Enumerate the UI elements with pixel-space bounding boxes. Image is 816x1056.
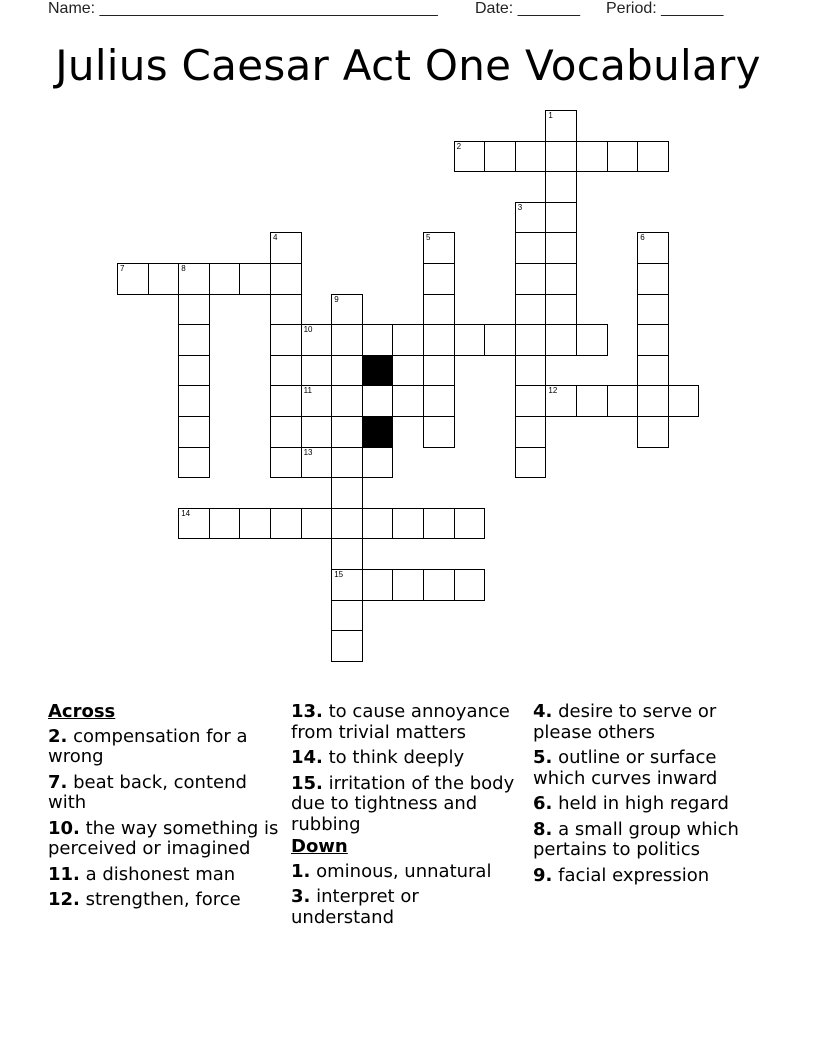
grid-cell[interactable] bbox=[331, 569, 363, 601]
clue-number: 6 bbox=[640, 233, 645, 243]
clue-5-down: 5. outline or surface which curves inward bbox=[533, 747, 718, 789]
clue-6-down: 6. held in high regard bbox=[533, 793, 729, 814]
grid-cell[interactable] bbox=[545, 141, 577, 173]
grid-cell[interactable] bbox=[362, 569, 394, 601]
grid-cell[interactable] bbox=[270, 232, 302, 264]
grid-cell[interactable] bbox=[331, 600, 363, 632]
grid-cell[interactable] bbox=[515, 385, 547, 417]
clue-column-3 bbox=[533, 702, 773, 891]
clue-10-across: 10. the way something is perceived or imagined bbox=[48, 817, 279, 859]
grid-cell[interactable] bbox=[607, 141, 639, 173]
clue-7-across: 7. beat back, contend with bbox=[48, 771, 247, 813]
grid-cell[interactable] bbox=[392, 324, 424, 356]
clue-14-across: 14. to think deeply bbox=[291, 747, 465, 768]
grid-cell[interactable] bbox=[637, 416, 669, 448]
grid-cell[interactable] bbox=[362, 447, 394, 479]
grid-cell[interactable] bbox=[331, 385, 363, 417]
grid-cell[interactable] bbox=[576, 324, 608, 356]
grid-cell[interactable] bbox=[392, 569, 424, 601]
blocked-cell bbox=[362, 355, 394, 387]
grid-cell[interactable] bbox=[178, 447, 210, 479]
grid-cell[interactable] bbox=[178, 416, 210, 448]
clue-number: 14 bbox=[181, 508, 191, 518]
clue-number: 15 bbox=[334, 570, 344, 579]
grid-cell[interactable] bbox=[515, 202, 547, 234]
grid-cell[interactable] bbox=[515, 355, 547, 387]
grid-cell[interactable] bbox=[637, 324, 669, 356]
clue-number: 13 bbox=[303, 447, 313, 457]
clue-number: 11 bbox=[303, 386, 312, 396]
grid-cell[interactable] bbox=[239, 508, 271, 540]
grid-cell[interactable] bbox=[423, 569, 455, 601]
clue-number: 12 bbox=[548, 386, 558, 396]
grid-cell[interactable] bbox=[454, 324, 486, 356]
grid-cell[interactable] bbox=[515, 447, 547, 479]
clue-8-down: 8. a small group which pertains to politics bbox=[533, 818, 739, 860]
grid-cell[interactable] bbox=[668, 385, 700, 417]
grid-cell[interactable] bbox=[545, 232, 577, 264]
grid-cell[interactable] bbox=[423, 263, 455, 295]
grid-cell[interactable] bbox=[545, 202, 577, 234]
grid-cell[interactable] bbox=[545, 385, 577, 417]
grid-cell[interactable] bbox=[239, 263, 271, 295]
grid-cell[interactable] bbox=[178, 263, 210, 295]
grid-cell[interactable] bbox=[545, 324, 577, 356]
grid-cell[interactable] bbox=[209, 263, 241, 295]
grid-cell[interactable] bbox=[117, 263, 149, 295]
grid-cell[interactable] bbox=[270, 447, 302, 479]
clue-number: 10 bbox=[303, 325, 313, 335]
clue-4-down: 4. desire to serve or please others bbox=[533, 701, 717, 743]
grid-cell[interactable] bbox=[362, 508, 394, 540]
clue-3-down: 3. interpret or understand bbox=[291, 886, 419, 928]
grid-cell[interactable] bbox=[301, 447, 333, 479]
grid-cell[interactable] bbox=[178, 508, 210, 540]
grid-cell[interactable] bbox=[392, 385, 424, 417]
grid-cell[interactable] bbox=[331, 508, 363, 540]
grid-cell[interactable] bbox=[515, 141, 547, 173]
grid-cell[interactable] bbox=[331, 355, 363, 387]
grid-cell[interactable] bbox=[423, 324, 455, 356]
grid-cell[interactable] bbox=[637, 355, 669, 387]
grid-cell[interactable] bbox=[545, 110, 577, 142]
clue-number: 1 bbox=[548, 111, 553, 120]
grid-cell[interactable] bbox=[362, 324, 394, 356]
grid-cell[interactable] bbox=[392, 508, 424, 540]
clue-number: 2 bbox=[456, 141, 462, 151]
clue-number: 8 bbox=[181, 264, 186, 273]
grid-cell[interactable] bbox=[423, 508, 455, 540]
grid-cell[interactable] bbox=[515, 416, 547, 448]
grid-cell[interactable] bbox=[607, 385, 639, 417]
grid-cell[interactable] bbox=[484, 141, 516, 173]
grid-cell[interactable] bbox=[454, 508, 486, 540]
grid-cell[interactable] bbox=[515, 263, 547, 295]
clue-number: 9 bbox=[334, 294, 339, 304]
grid-cell[interactable] bbox=[423, 294, 455, 326]
grid-cell[interactable] bbox=[148, 263, 180, 295]
grid-cell[interactable] bbox=[209, 508, 241, 540]
grid-cell[interactable] bbox=[423, 416, 455, 448]
grid-cell[interactable] bbox=[331, 324, 363, 356]
grid-cell[interactable] bbox=[637, 263, 669, 295]
student-info-header bbox=[48, 0, 748, 20]
blocked-cell bbox=[362, 416, 394, 448]
grid-cell[interactable] bbox=[637, 141, 669, 173]
grid-cell[interactable] bbox=[301, 324, 333, 356]
grid-cell[interactable] bbox=[576, 141, 608, 173]
grid-cell[interactable] bbox=[576, 385, 608, 417]
clue-9-down: 9. facial expression bbox=[533, 864, 710, 886]
grid-cell[interactable] bbox=[515, 324, 547, 356]
grid-cell[interactable] bbox=[545, 263, 577, 295]
grid-cell[interactable] bbox=[423, 385, 455, 417]
grid-cell[interactable] bbox=[301, 508, 333, 540]
grid-cell[interactable] bbox=[178, 294, 210, 326]
grid-cell[interactable] bbox=[423, 232, 455, 264]
date-line[interactable]: Date: _______ bbox=[475, 0, 580, 17]
grid-cell[interactable] bbox=[484, 324, 516, 356]
grid-cell[interactable] bbox=[331, 477, 363, 509]
grid-cell[interactable] bbox=[270, 355, 302, 387]
grid-cell[interactable] bbox=[301, 385, 333, 417]
clue-column-2 bbox=[291, 702, 525, 933]
grid-cell[interactable] bbox=[178, 385, 210, 417]
grid-cell[interactable] bbox=[362, 385, 394, 417]
grid-cell[interactable] bbox=[637, 294, 669, 326]
clue-1-down: 1. ominous, unnatural bbox=[291, 860, 492, 882]
name-line[interactable]: Name: ______________________________________ bbox=[48, 0, 438, 17]
grid-cell[interactable] bbox=[545, 294, 577, 326]
grid-cell[interactable] bbox=[515, 294, 547, 326]
grid-cell[interactable] bbox=[270, 294, 302, 326]
clue-15-across: 15. irritation of the body due to tightness and rubbing bbox=[291, 772, 515, 835]
down-heading: Down bbox=[291, 836, 348, 857]
grid-cell[interactable] bbox=[331, 294, 363, 326]
period-line[interactable]: Period: _______ bbox=[606, 0, 724, 17]
clue-number: 7 bbox=[120, 264, 125, 273]
grid-cell[interactable] bbox=[545, 171, 577, 203]
grid-cell[interactable] bbox=[331, 630, 363, 662]
clue-number: 5 bbox=[426, 233, 431, 243]
clue-column-1 bbox=[48, 702, 283, 916]
grid-cell[interactable] bbox=[270, 324, 302, 356]
grid-cell[interactable] bbox=[454, 569, 486, 601]
clue-number: 4 bbox=[273, 233, 278, 243]
clue-2-across: 2. compensation for a wrong bbox=[48, 725, 248, 767]
across-heading: Across bbox=[48, 701, 116, 722]
grid-cell[interactable] bbox=[637, 232, 669, 264]
grid-cell[interactable] bbox=[454, 141, 486, 173]
clue-13-across: 13. to cause annoyance from trivial matters bbox=[291, 701, 510, 743]
grid-cell[interactable] bbox=[270, 263, 302, 295]
clue-11-across: 11. a dishonest man bbox=[48, 863, 236, 885]
grid-cell[interactable] bbox=[270, 508, 302, 540]
grid-cell[interactable] bbox=[331, 447, 363, 479]
grid-cell[interactable] bbox=[178, 324, 210, 356]
grid-cell[interactable] bbox=[331, 538, 363, 570]
grid-cell[interactable] bbox=[637, 385, 669, 417]
clue-12-across: 12. strengthen, force bbox=[48, 889, 241, 910]
page-title: Julius Caesar Act One Vocabulary bbox=[55, 41, 761, 90]
grid-cell[interactable] bbox=[178, 355, 210, 387]
clue-number: 3 bbox=[517, 202, 523, 212]
grid-cell[interactable] bbox=[515, 232, 547, 264]
grid-cell[interactable] bbox=[270, 416, 302, 448]
grid-cell[interactable] bbox=[270, 385, 302, 417]
grid-cell[interactable] bbox=[423, 355, 455, 387]
grid-cell[interactable] bbox=[331, 416, 363, 448]
